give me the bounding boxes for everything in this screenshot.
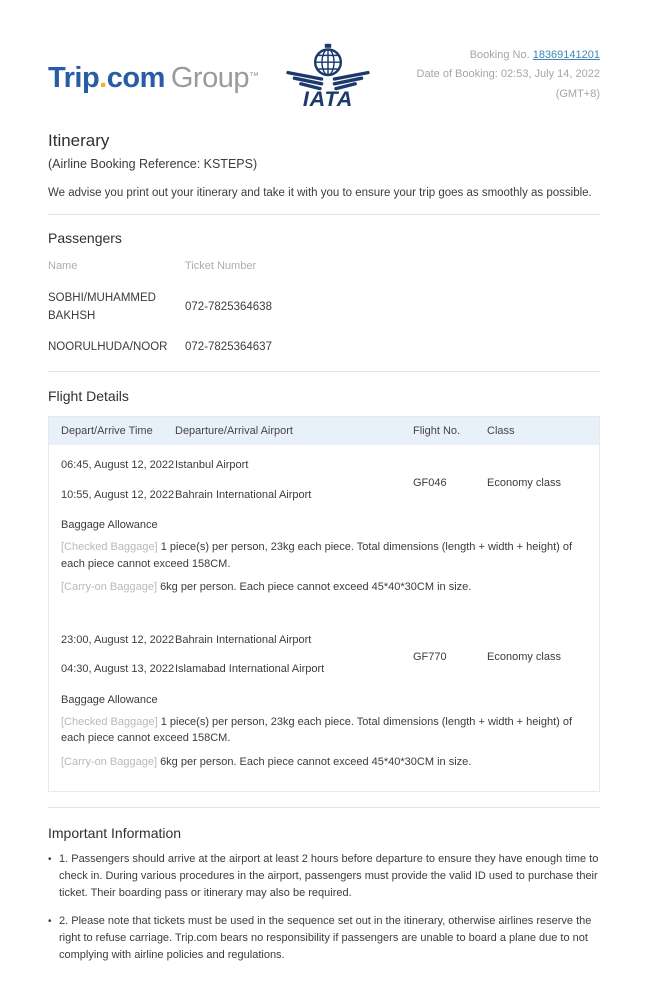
booking-info xyxy=(372,46,600,104)
logo-com-text: com xyxy=(106,62,165,94)
passenger-name: SOBHI/MUHAMMED BAKHSH xyxy=(48,292,156,322)
trademark-symbol: ™ xyxy=(248,71,259,82)
cabin-class: Economy class xyxy=(487,651,561,664)
logo-group-text: Group xyxy=(170,62,249,94)
logo-trip-text: Trip xyxy=(48,62,100,94)
column-flight-no: Flight No. xyxy=(413,425,461,438)
depart-airport: Bahrain International Airport xyxy=(175,633,312,646)
passengers-section xyxy=(48,230,600,356)
column-ticket-number: Ticket Number xyxy=(185,260,257,272)
list-item xyxy=(48,851,600,902)
column-name: Name xyxy=(48,260,78,272)
segment-times xyxy=(49,458,175,517)
flight-details-section xyxy=(48,388,600,792)
baggage-allowance-block xyxy=(49,692,599,792)
checked-baggage-text: 1 piece(s) per person, 23kg each piece. Total dimensions (length + width + height) of each piece cannot exceed 158CM. xyxy=(61,541,573,570)
passengers-header-row xyxy=(48,258,600,275)
info-item-text: 1. Passengers should arrive at the airport at least 2 hours before departure to ensure they have enough time to check in. During various procedures in the airport, passengers must provide the valid ID used to purchase their ticket. Their boarding pass or itinerary may also be required. xyxy=(59,853,599,900)
checked-baggage-text: 1 piece(s) per person, 23kg each piece. Total dimensions (length + width + height) of each piece cannot exceed 158CM. xyxy=(61,715,573,745)
checked-baggage-line xyxy=(61,539,585,572)
flight-segment-row xyxy=(49,617,599,692)
checked-baggage-label: [Checked Baggage] xyxy=(61,541,158,554)
carryon-baggage-line xyxy=(61,754,585,771)
print-advice-text: We advise you print out your itinerary and take it with you to ensure your trip goes as smoothly as possible. xyxy=(48,187,592,199)
segment-times xyxy=(49,633,175,692)
depart-airport: Istanbul Airport xyxy=(175,459,249,472)
important-information-section xyxy=(48,825,600,964)
flight-number: GF770 xyxy=(413,651,447,664)
baggage-allowance-title: Baggage Allowance xyxy=(61,693,158,706)
checked-baggage-label: [Checked Baggage] xyxy=(61,715,158,728)
passenger-row xyxy=(48,339,600,357)
flight-segment-row xyxy=(49,445,599,517)
column-departure-arrival-airport: Departure/Arrival Airport xyxy=(175,425,293,438)
segment-airports xyxy=(175,633,413,692)
page-title: Itinerary xyxy=(48,131,110,150)
section-divider xyxy=(48,371,600,372)
carryon-baggage-text: 6kg per person. Each piece cannot exceed 45*40*30CM in size. xyxy=(160,755,472,768)
depart-time: 06:45, August 12, 2022 xyxy=(61,459,175,472)
arrive-airport: Bahrain International Airport xyxy=(175,488,312,501)
section-divider xyxy=(48,807,600,808)
info-item-text: 2. Please note that tickets must be used in the sequence set out in the itinerary, otherwise airlines reserve the right to refuse carriage. Trip.com bears no responsibility if passengers are unable to board a plane due to not complying with airline policies and regulations. xyxy=(59,915,592,962)
date-of-booking: Date of Booking: 02:53, July 14, 2022 (GMT+8) xyxy=(416,68,600,100)
flight-table-header-row xyxy=(49,417,599,445)
section-divider xyxy=(48,214,600,215)
tripcom-group-logo xyxy=(48,62,258,95)
column-class: Class xyxy=(487,425,515,438)
arrive-time: 04:30, August 13, 2022 xyxy=(61,663,175,676)
document-header xyxy=(48,38,600,115)
logo-dot: . xyxy=(99,62,107,94)
list-item xyxy=(48,913,600,964)
booking-no-link[interactable]: 18369141201 xyxy=(532,49,600,61)
flight-details-title: Flight Details xyxy=(48,388,129,405)
important-information-list xyxy=(48,851,600,964)
carryon-baggage-line xyxy=(61,579,585,596)
cabin-class: Economy class xyxy=(487,476,561,489)
flight-number: GF046 xyxy=(413,476,447,489)
baggage-allowance-block xyxy=(49,517,599,617)
passengers-table xyxy=(48,258,600,356)
bullet-glyph: • xyxy=(48,916,52,928)
passenger-row xyxy=(48,290,600,326)
checked-baggage-line xyxy=(61,714,585,747)
carryon-baggage-label: [Carry-on Baggage] xyxy=(61,581,157,594)
iata-globe-wings-icon xyxy=(284,40,372,110)
iata-label: IATA xyxy=(303,86,354,110)
column-depart-arrive-time: Depart/Arrive Time xyxy=(61,425,153,438)
important-information-title: Important Information xyxy=(48,825,182,842)
segment-airports xyxy=(175,458,413,517)
ticket-number: 072-7825364638 xyxy=(185,300,272,313)
depart-time: 23:00, August 12, 2022 xyxy=(61,633,175,646)
booking-number-line xyxy=(372,46,600,65)
flight-details-table xyxy=(48,416,600,792)
arrive-airport: Islamabad International Airport xyxy=(175,663,325,676)
passengers-title: Passengers xyxy=(48,230,122,246)
arrive-time: 10:55, August 12, 2022 xyxy=(61,488,175,501)
ticket-number: 072-7825364637 xyxy=(185,340,272,353)
booking-no-label: Booking No. xyxy=(469,49,530,61)
carryon-baggage-text: 6kg per person. Each piece cannot exceed 45*40*30CM in size. xyxy=(160,581,472,594)
carryon-baggage-label: [Carry-on Baggage] xyxy=(61,755,157,768)
baggage-allowance-title: Baggage Allowance xyxy=(61,519,158,532)
bullet-glyph: • xyxy=(48,854,52,866)
airline-booking-reference: (Airline Booking Reference: KSTEPS) xyxy=(48,157,258,171)
iata-logo xyxy=(284,40,372,115)
passenger-name: NOORULHUDA/NOOR xyxy=(48,340,168,353)
